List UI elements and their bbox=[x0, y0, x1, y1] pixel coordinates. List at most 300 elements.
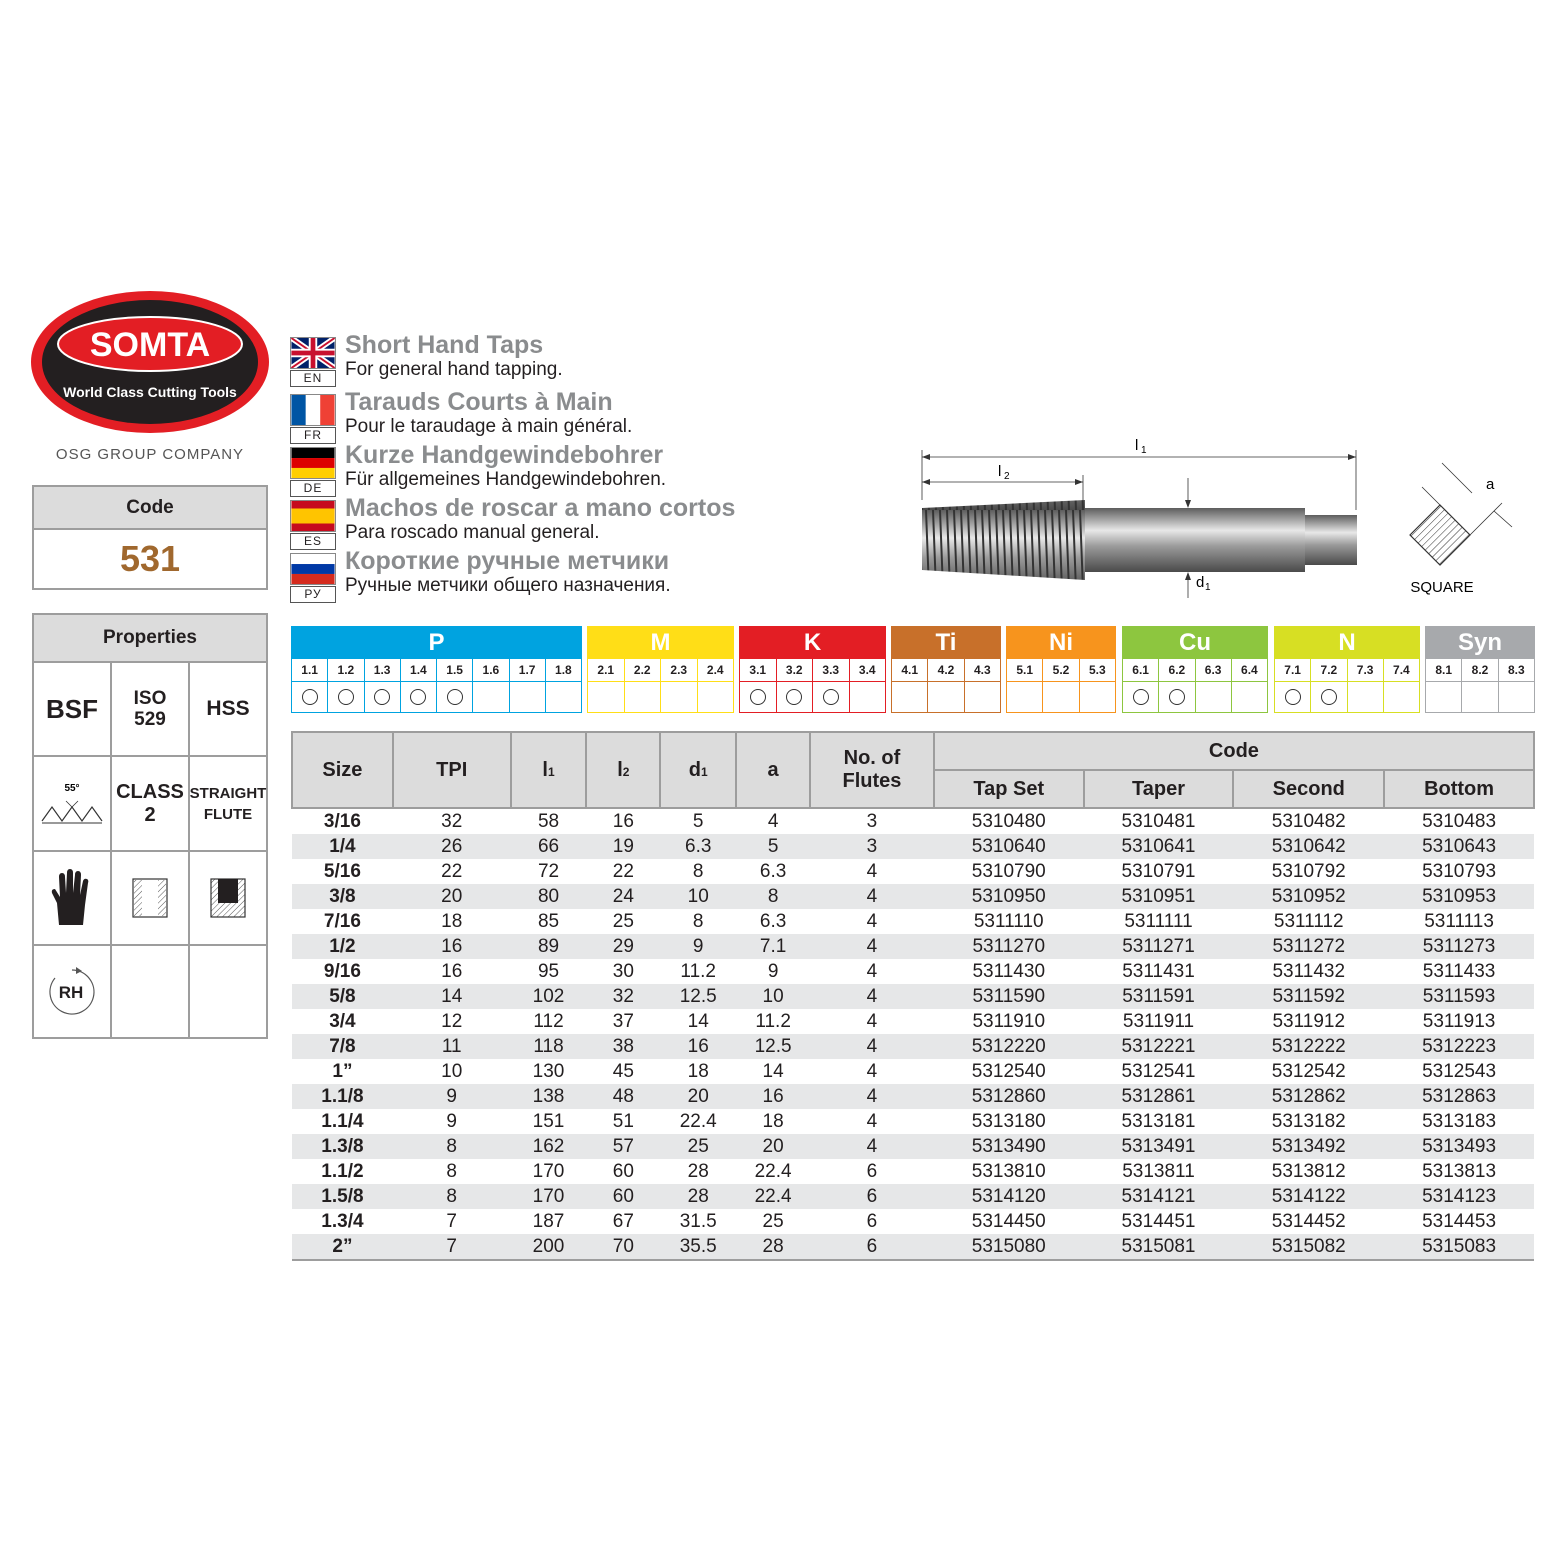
table-row bbox=[292, 1059, 1534, 1084]
lang-title: Machos de roscar a mano cortos bbox=[345, 494, 736, 522]
suitability-cell bbox=[1384, 682, 1419, 712]
properties-panel bbox=[32, 613, 268, 1039]
cell-taper: 5311431 bbox=[1122, 961, 1195, 982]
material-suitability bbox=[588, 681, 733, 712]
cell-l2: 38 bbox=[586, 1034, 660, 1059]
cell-taper: 5312541 bbox=[1121, 1061, 1196, 1082]
cell-flutes: 6 bbox=[866, 1161, 878, 1182]
standard-line1: ISO bbox=[133, 688, 167, 709]
cell-tap-set: 5312540 bbox=[971, 1061, 1046, 1082]
cell-bottom: 5311913 bbox=[1422, 1011, 1496, 1032]
lang-title: Короткие ручные метчики bbox=[345, 547, 670, 575]
cell-flutes: 4 bbox=[866, 1011, 878, 1032]
cell-a: 6.3 bbox=[759, 861, 787, 882]
l2-header-sub: 2 bbox=[622, 764, 630, 779]
flute-type bbox=[190, 757, 266, 852]
lang-code: EN bbox=[290, 370, 336, 387]
cell-tap-set: 5311910 bbox=[972, 1011, 1046, 1032]
standard-line2: 529 bbox=[134, 709, 166, 730]
col-bottom: Bottom bbox=[1384, 770, 1534, 808]
lang-en bbox=[290, 331, 850, 389]
cell-bottom: 5314123 bbox=[1384, 1184, 1534, 1209]
cell-flutes: 6 bbox=[866, 1211, 878, 1232]
cell-d1: 5 bbox=[692, 811, 704, 832]
cell-flutes: 4 bbox=[810, 1134, 934, 1159]
cell-size: 7/16 bbox=[323, 911, 361, 932]
cell-size: 1/4 bbox=[292, 834, 393, 859]
material-name: Ti bbox=[892, 627, 1000, 659]
cell-tpi: 26 bbox=[393, 834, 511, 859]
cell-tpi: 14 bbox=[393, 984, 511, 1009]
suitability-cell bbox=[928, 682, 964, 712]
cell-d1: 8 bbox=[692, 861, 704, 882]
cell-second: 5310482 bbox=[1271, 811, 1346, 832]
table-row bbox=[292, 934, 1534, 959]
col-second: Second bbox=[1233, 770, 1384, 808]
material-subgroup: 2.4 bbox=[706, 663, 724, 677]
cell-size: 1.5/8 bbox=[292, 1184, 393, 1209]
suitable-circle-icon bbox=[410, 689, 426, 705]
material-subgroups bbox=[1123, 659, 1267, 681]
material-subgroups bbox=[1275, 659, 1419, 681]
cell-a: 22.4 bbox=[736, 1184, 810, 1209]
cell-size: 5/16 bbox=[323, 861, 361, 882]
suitability-cell bbox=[1426, 682, 1462, 712]
cell-l2: 45 bbox=[612, 1061, 634, 1082]
cell-flutes: 4 bbox=[810, 1034, 934, 1059]
material-subgroup: 4.3 bbox=[973, 663, 991, 677]
cell-second: 5310792 bbox=[1271, 861, 1346, 882]
cell-l1: 170 bbox=[511, 1184, 587, 1209]
cell-bottom: 5310953 bbox=[1384, 884, 1534, 909]
cell-a: 16 bbox=[736, 1084, 810, 1109]
uk-flag-icon bbox=[290, 337, 336, 369]
material-subgroup: 1.5 bbox=[437, 659, 473, 681]
cell-size: 1.3/4 bbox=[321, 1211, 364, 1232]
tool-material: HSS bbox=[190, 663, 266, 757]
cell-second: 5313182 bbox=[1271, 1111, 1346, 1132]
material-subgroup: 1.8 bbox=[555, 663, 572, 677]
cell-l2: 37 bbox=[612, 1011, 634, 1032]
cell-l1: 187 bbox=[532, 1211, 565, 1232]
cell-tpi: 11 bbox=[393, 1034, 511, 1059]
material-subgroup: 7.3 bbox=[1348, 659, 1384, 681]
cell-a: 18 bbox=[762, 1111, 784, 1132]
cell-tap-set: 5312220 bbox=[934, 1034, 1084, 1059]
suitable-circle-icon bbox=[823, 689, 839, 705]
cell-tpi: 7 bbox=[393, 1234, 511, 1260]
cell-tap-set: 5310950 bbox=[934, 884, 1084, 909]
col-taper: Taper bbox=[1084, 770, 1234, 808]
cell-d1: 18 bbox=[687, 1061, 709, 1082]
cell-l1: 151 bbox=[532, 1111, 565, 1132]
lang-subtitle: Für allgemeines Handgewindebohren. bbox=[345, 469, 667, 490]
material-subgroup: 3.2 bbox=[777, 659, 814, 681]
cell-bottom: 5310483 bbox=[1422, 811, 1497, 832]
table-row bbox=[292, 1009, 1534, 1034]
d1-header: d bbox=[688, 758, 701, 781]
cell-l2: 24 bbox=[586, 884, 660, 909]
cell-l1: 85 bbox=[537, 911, 560, 932]
material-subgroup: 7.4 bbox=[1393, 663, 1410, 677]
lang-title: Tarauds Courts à Main bbox=[345, 388, 613, 416]
dimensions-table bbox=[291, 731, 1535, 1261]
tap-diagram bbox=[910, 430, 1550, 610]
cell-tpi: 16 bbox=[441, 961, 463, 982]
col-code: Code bbox=[934, 732, 1534, 770]
cell-a: 10 bbox=[736, 984, 810, 1009]
material-subgroup: 5.3 bbox=[1088, 663, 1106, 677]
cell-taper: 5310641 bbox=[1084, 834, 1234, 859]
cell-second: 5312222 bbox=[1233, 1034, 1384, 1059]
suitability-cell bbox=[292, 682, 328, 712]
table-row bbox=[292, 859, 1534, 884]
cell-l2: 30 bbox=[612, 961, 634, 982]
cell-size: 2” bbox=[292, 1234, 393, 1260]
table-row bbox=[292, 1109, 1534, 1134]
suitability-cell bbox=[473, 682, 509, 712]
cell-a: 22.4 bbox=[754, 1161, 792, 1182]
cell-l1: 118 bbox=[511, 1034, 587, 1059]
cell-bottom: 5313813 bbox=[1422, 1161, 1497, 1182]
cell-l2: 19 bbox=[586, 834, 660, 859]
table-row bbox=[292, 909, 1534, 934]
cell-bottom: 5313493 bbox=[1384, 1134, 1534, 1159]
d1-label: d bbox=[1196, 574, 1205, 591]
suitability-cell bbox=[740, 682, 777, 712]
lang-code: РУ bbox=[290, 586, 336, 603]
suitability-cell bbox=[510, 682, 546, 712]
cell-l2: 48 bbox=[586, 1084, 660, 1109]
cell-second: 5310642 bbox=[1233, 834, 1384, 859]
material-suitability bbox=[1426, 681, 1534, 712]
class-line2: 2 bbox=[144, 803, 156, 826]
france-flag-icon bbox=[290, 394, 336, 426]
cell-l1: 72 bbox=[537, 861, 560, 882]
suitable-circle-icon bbox=[302, 689, 318, 705]
cell-taper: 5313491 bbox=[1084, 1134, 1234, 1159]
material-subgroup: 1.3 bbox=[365, 659, 401, 681]
lang-title: Short Hand Taps bbox=[345, 331, 544, 359]
cell-tap-set: 5311110 bbox=[973, 911, 1044, 932]
suitability-cell bbox=[1348, 682, 1384, 712]
col-a: a bbox=[736, 732, 810, 808]
code-label: Code bbox=[34, 487, 266, 530]
material-subgroups bbox=[1426, 659, 1534, 681]
cell-size: 7/8 bbox=[292, 1034, 393, 1059]
material-name: P bbox=[292, 627, 581, 659]
l2-sub: 2 bbox=[1004, 471, 1010, 482]
cell-tpi: 9 bbox=[446, 1111, 457, 1132]
cell-tap-set: 5313180 bbox=[971, 1111, 1046, 1132]
material-subgroups bbox=[1007, 659, 1115, 681]
square-label: SQUARE bbox=[1410, 579, 1474, 596]
cell-tap-set: 5315080 bbox=[934, 1234, 1084, 1260]
material-group-p bbox=[291, 626, 582, 713]
cell-l2: 32 bbox=[586, 984, 660, 1009]
cell-size: 1” bbox=[332, 1061, 353, 1082]
col-size: Size bbox=[292, 732, 393, 808]
material-group-m bbox=[587, 626, 734, 713]
cell-d1: 12.5 bbox=[660, 984, 736, 1009]
cell-a: 25 bbox=[762, 1211, 784, 1232]
material-subgroup: 4.2 bbox=[928, 659, 964, 681]
cell-taper: 5310481 bbox=[1121, 811, 1196, 832]
empty-cell bbox=[112, 946, 190, 1037]
cell-flutes: 4 bbox=[866, 1061, 878, 1082]
cell-a: 11.2 bbox=[755, 1011, 791, 1032]
col-flutes bbox=[810, 732, 934, 808]
blind-hole-icon bbox=[190, 852, 266, 946]
suitability-cell bbox=[1311, 682, 1347, 712]
suitable-circle-icon bbox=[338, 689, 354, 705]
thread-angle-label: 55° bbox=[64, 782, 80, 794]
cell-a: 20 bbox=[736, 1134, 810, 1159]
cell-second: 5311272 bbox=[1233, 934, 1384, 959]
cell-flutes: 3 bbox=[810, 834, 934, 859]
flutes-line1: No. of bbox=[843, 747, 901, 769]
cell-tap-set: 5313810 bbox=[971, 1161, 1046, 1182]
cell-taper: 5315081 bbox=[1084, 1234, 1234, 1260]
cell-a: 28 bbox=[736, 1234, 810, 1260]
material-suitability bbox=[892, 681, 1000, 712]
material-subgroup: 6.3 bbox=[1196, 659, 1232, 681]
cell-size: 3/4 bbox=[329, 1011, 356, 1032]
cell-bottom: 5313183 bbox=[1422, 1111, 1497, 1132]
material-subgroup: 4.1 bbox=[892, 659, 928, 681]
thread-type: BSF bbox=[34, 663, 112, 757]
material-group-ti bbox=[891, 626, 1001, 713]
cell-l2: 25 bbox=[612, 911, 634, 932]
cell-tap-set: 5312860 bbox=[934, 1084, 1084, 1109]
suitability-cell bbox=[892, 682, 928, 712]
cell-bottom: 5315083 bbox=[1384, 1234, 1534, 1260]
table-row bbox=[292, 1184, 1534, 1209]
cell-second: 5314122 bbox=[1233, 1184, 1384, 1209]
suitability-cell bbox=[1007, 682, 1043, 712]
cell-a: 14 bbox=[762, 1061, 784, 1082]
cell-size: 1.1/2 bbox=[321, 1161, 364, 1182]
cell-second: 5313812 bbox=[1271, 1161, 1346, 1182]
suitability-cell bbox=[1499, 682, 1534, 712]
properties-label: Properties bbox=[34, 615, 266, 663]
cell-d1: 20 bbox=[660, 1084, 736, 1109]
cell-d1: 8 bbox=[692, 911, 704, 932]
material-subgroup: 3.1 bbox=[740, 659, 777, 681]
cell-d1: 6.3 bbox=[660, 834, 736, 859]
cell-l1: 102 bbox=[511, 984, 587, 1009]
suitable-circle-icon bbox=[1321, 689, 1337, 705]
cell-taper: 5311591 bbox=[1084, 984, 1234, 1009]
material-suitability bbox=[1275, 681, 1419, 712]
cell-tpi: 16 bbox=[393, 934, 511, 959]
material-subgroup: 6.2 bbox=[1159, 659, 1195, 681]
material-subgroup: 1.4 bbox=[401, 659, 437, 681]
cell-tap-set: 5314120 bbox=[934, 1184, 1084, 1209]
cell-d1: 31.5 bbox=[679, 1211, 717, 1232]
cell-flutes: 6 bbox=[810, 1234, 934, 1260]
cell-taper: 5311911 bbox=[1122, 1011, 1195, 1032]
cell-size: 3/16 bbox=[323, 811, 361, 832]
lang-ru bbox=[290, 547, 850, 605]
cell-d1: 10 bbox=[660, 884, 736, 909]
a-label: a bbox=[1486, 476, 1495, 493]
brand-name: SOMTA bbox=[89, 326, 211, 364]
cell-taper: 5313811 bbox=[1122, 1161, 1195, 1182]
flute-line1: STRAIGHT bbox=[189, 784, 267, 802]
table-row bbox=[292, 808, 1534, 834]
group-company: OSG GROUP COMPANY bbox=[55, 446, 245, 463]
suitability-cell bbox=[1159, 682, 1195, 712]
material-group-syn bbox=[1425, 626, 1535, 713]
suitability-cell bbox=[1232, 682, 1267, 712]
suitable-circle-icon bbox=[447, 689, 463, 705]
cell-flutes: 4 bbox=[810, 884, 934, 909]
material-name: M bbox=[588, 627, 733, 659]
table-row bbox=[292, 884, 1534, 909]
cell-l2: 29 bbox=[586, 934, 660, 959]
material-name: Ni bbox=[1007, 627, 1115, 659]
cell-bottom: 5311593 bbox=[1384, 984, 1534, 1009]
table-row bbox=[292, 834, 1534, 859]
material-subgroup: 5.1 bbox=[1007, 659, 1043, 681]
material-suitability bbox=[1007, 681, 1115, 712]
lang-subtitle: Para roscado manual general. bbox=[345, 522, 600, 543]
cell-d1: 28 bbox=[660, 1184, 736, 1209]
cell-d1: 25 bbox=[660, 1134, 736, 1159]
cell-flutes: 3 bbox=[866, 811, 878, 832]
col-d1 bbox=[660, 732, 736, 808]
cell-tap-set: 5313490 bbox=[934, 1134, 1084, 1159]
cell-bottom: 5310643 bbox=[1384, 834, 1534, 859]
cell-second: 5312542 bbox=[1271, 1061, 1346, 1082]
cell-l2: 22 bbox=[612, 861, 634, 882]
cell-a: 8 bbox=[736, 884, 810, 909]
cell-l1: 80 bbox=[511, 884, 587, 909]
cell-l2: 60 bbox=[586, 1184, 660, 1209]
suitability-cell bbox=[437, 682, 473, 712]
suitability-cell bbox=[625, 682, 662, 712]
material-subgroup: 3.4 bbox=[858, 663, 876, 677]
material-name: Cu bbox=[1123, 627, 1267, 659]
suitability-cell bbox=[1080, 682, 1115, 712]
l2-header: l bbox=[617, 758, 623, 781]
cell-flutes: 4 bbox=[866, 961, 878, 982]
lang-de bbox=[290, 441, 850, 499]
cell-taper: 5311271 bbox=[1084, 934, 1234, 959]
cell-l2: 16 bbox=[612, 811, 634, 832]
d1-header-sub: 1 bbox=[700, 764, 708, 779]
cell-tap-set: 5311430 bbox=[972, 961, 1046, 982]
cell-l1: 58 bbox=[537, 811, 560, 832]
cell-l2: 60 bbox=[612, 1161, 634, 1182]
cell-taper: 5314451 bbox=[1121, 1211, 1196, 1232]
material-suitability bbox=[292, 681, 581, 712]
cell-d1: 22.4 bbox=[679, 1111, 717, 1132]
cell-l1: 200 bbox=[511, 1234, 587, 1260]
material-subgroup: 7.1 bbox=[1275, 659, 1311, 681]
cell-a: 6.3 bbox=[759, 911, 787, 932]
hand-glove-icon bbox=[34, 852, 112, 946]
material-name: K bbox=[740, 627, 885, 659]
cell-flutes: 4 bbox=[810, 934, 934, 959]
material-subgroup: 8.3 bbox=[1507, 663, 1525, 677]
material-subgroup: 2.3 bbox=[661, 659, 698, 681]
cell-l2: 57 bbox=[586, 1134, 660, 1159]
col-l2 bbox=[586, 732, 660, 808]
cell-tpi: 8 bbox=[446, 1161, 457, 1182]
suitability-cell bbox=[328, 682, 364, 712]
germany-flag-icon bbox=[290, 447, 336, 479]
lang-fr bbox=[290, 388, 850, 446]
lang-code: ES bbox=[290, 533, 336, 550]
lang-code: FR bbox=[290, 427, 336, 444]
cell-tpi: 10 bbox=[441, 1061, 463, 1082]
cell-size: 1/2 bbox=[292, 934, 393, 959]
cell-d1: 28 bbox=[687, 1161, 709, 1182]
lang-subtitle: Ручные метчики общего назначения. bbox=[345, 575, 671, 596]
lang-subtitle: For general hand tapping. bbox=[345, 359, 563, 380]
suitability-cell bbox=[1196, 682, 1232, 712]
cell-l2: 67 bbox=[612, 1211, 634, 1232]
cell-l1: 130 bbox=[532, 1061, 565, 1082]
thread-angle-icon bbox=[34, 757, 112, 852]
cell-tap-set: 5310480 bbox=[971, 811, 1046, 832]
table-row bbox=[292, 1134, 1534, 1159]
cell-second: 5315082 bbox=[1233, 1234, 1384, 1260]
col-l1 bbox=[511, 732, 587, 808]
cell-second: 5313492 bbox=[1233, 1134, 1384, 1159]
material-subgroup: 2.2 bbox=[625, 659, 662, 681]
material-name: Syn bbox=[1426, 627, 1534, 659]
cell-bottom: 5311273 bbox=[1384, 934, 1534, 959]
material-group-n bbox=[1274, 626, 1420, 713]
cell-bottom: 5312863 bbox=[1384, 1084, 1534, 1109]
rotation-rh-icon bbox=[34, 946, 112, 1037]
cell-l1: 170 bbox=[532, 1161, 565, 1182]
suitability-cell bbox=[1275, 682, 1311, 712]
l1-label: l bbox=[1135, 437, 1139, 454]
cell-size: 3/8 bbox=[292, 884, 393, 909]
cell-bottom: 5314453 bbox=[1422, 1211, 1497, 1232]
code-box bbox=[32, 485, 268, 590]
cell-l2: 51 bbox=[612, 1111, 634, 1132]
cell-second: 5311912 bbox=[1272, 1011, 1346, 1032]
cell-d1: 14 bbox=[687, 1011, 709, 1032]
cell-a: 7.1 bbox=[736, 934, 810, 959]
suitable-circle-icon bbox=[1169, 689, 1185, 705]
cell-bottom: 5312223 bbox=[1384, 1034, 1534, 1059]
cell-taper: 5310791 bbox=[1121, 861, 1196, 882]
flute-line2: FLUTE bbox=[203, 805, 253, 823]
material-suitability bbox=[1123, 681, 1267, 712]
cell-second: 5311432 bbox=[1272, 961, 1346, 982]
through-hole-icon bbox=[112, 852, 190, 946]
cell-tpi: 12 bbox=[441, 1011, 463, 1032]
cell-tap-set: 5314450 bbox=[971, 1211, 1046, 1232]
cell-a: 5 bbox=[736, 834, 810, 859]
cell-d1: 9 bbox=[660, 934, 736, 959]
cell-bottom: 5310793 bbox=[1422, 861, 1497, 882]
cell-l1: 138 bbox=[511, 1084, 587, 1109]
cell-a: 12.5 bbox=[736, 1034, 810, 1059]
cell-a: 4 bbox=[767, 811, 779, 832]
material-subgroup: 1.1 bbox=[292, 659, 328, 681]
cell-flutes: 4 bbox=[866, 911, 878, 932]
material-subgroups bbox=[292, 659, 581, 681]
table-row bbox=[292, 1034, 1534, 1059]
suitability-cell bbox=[1043, 682, 1079, 712]
